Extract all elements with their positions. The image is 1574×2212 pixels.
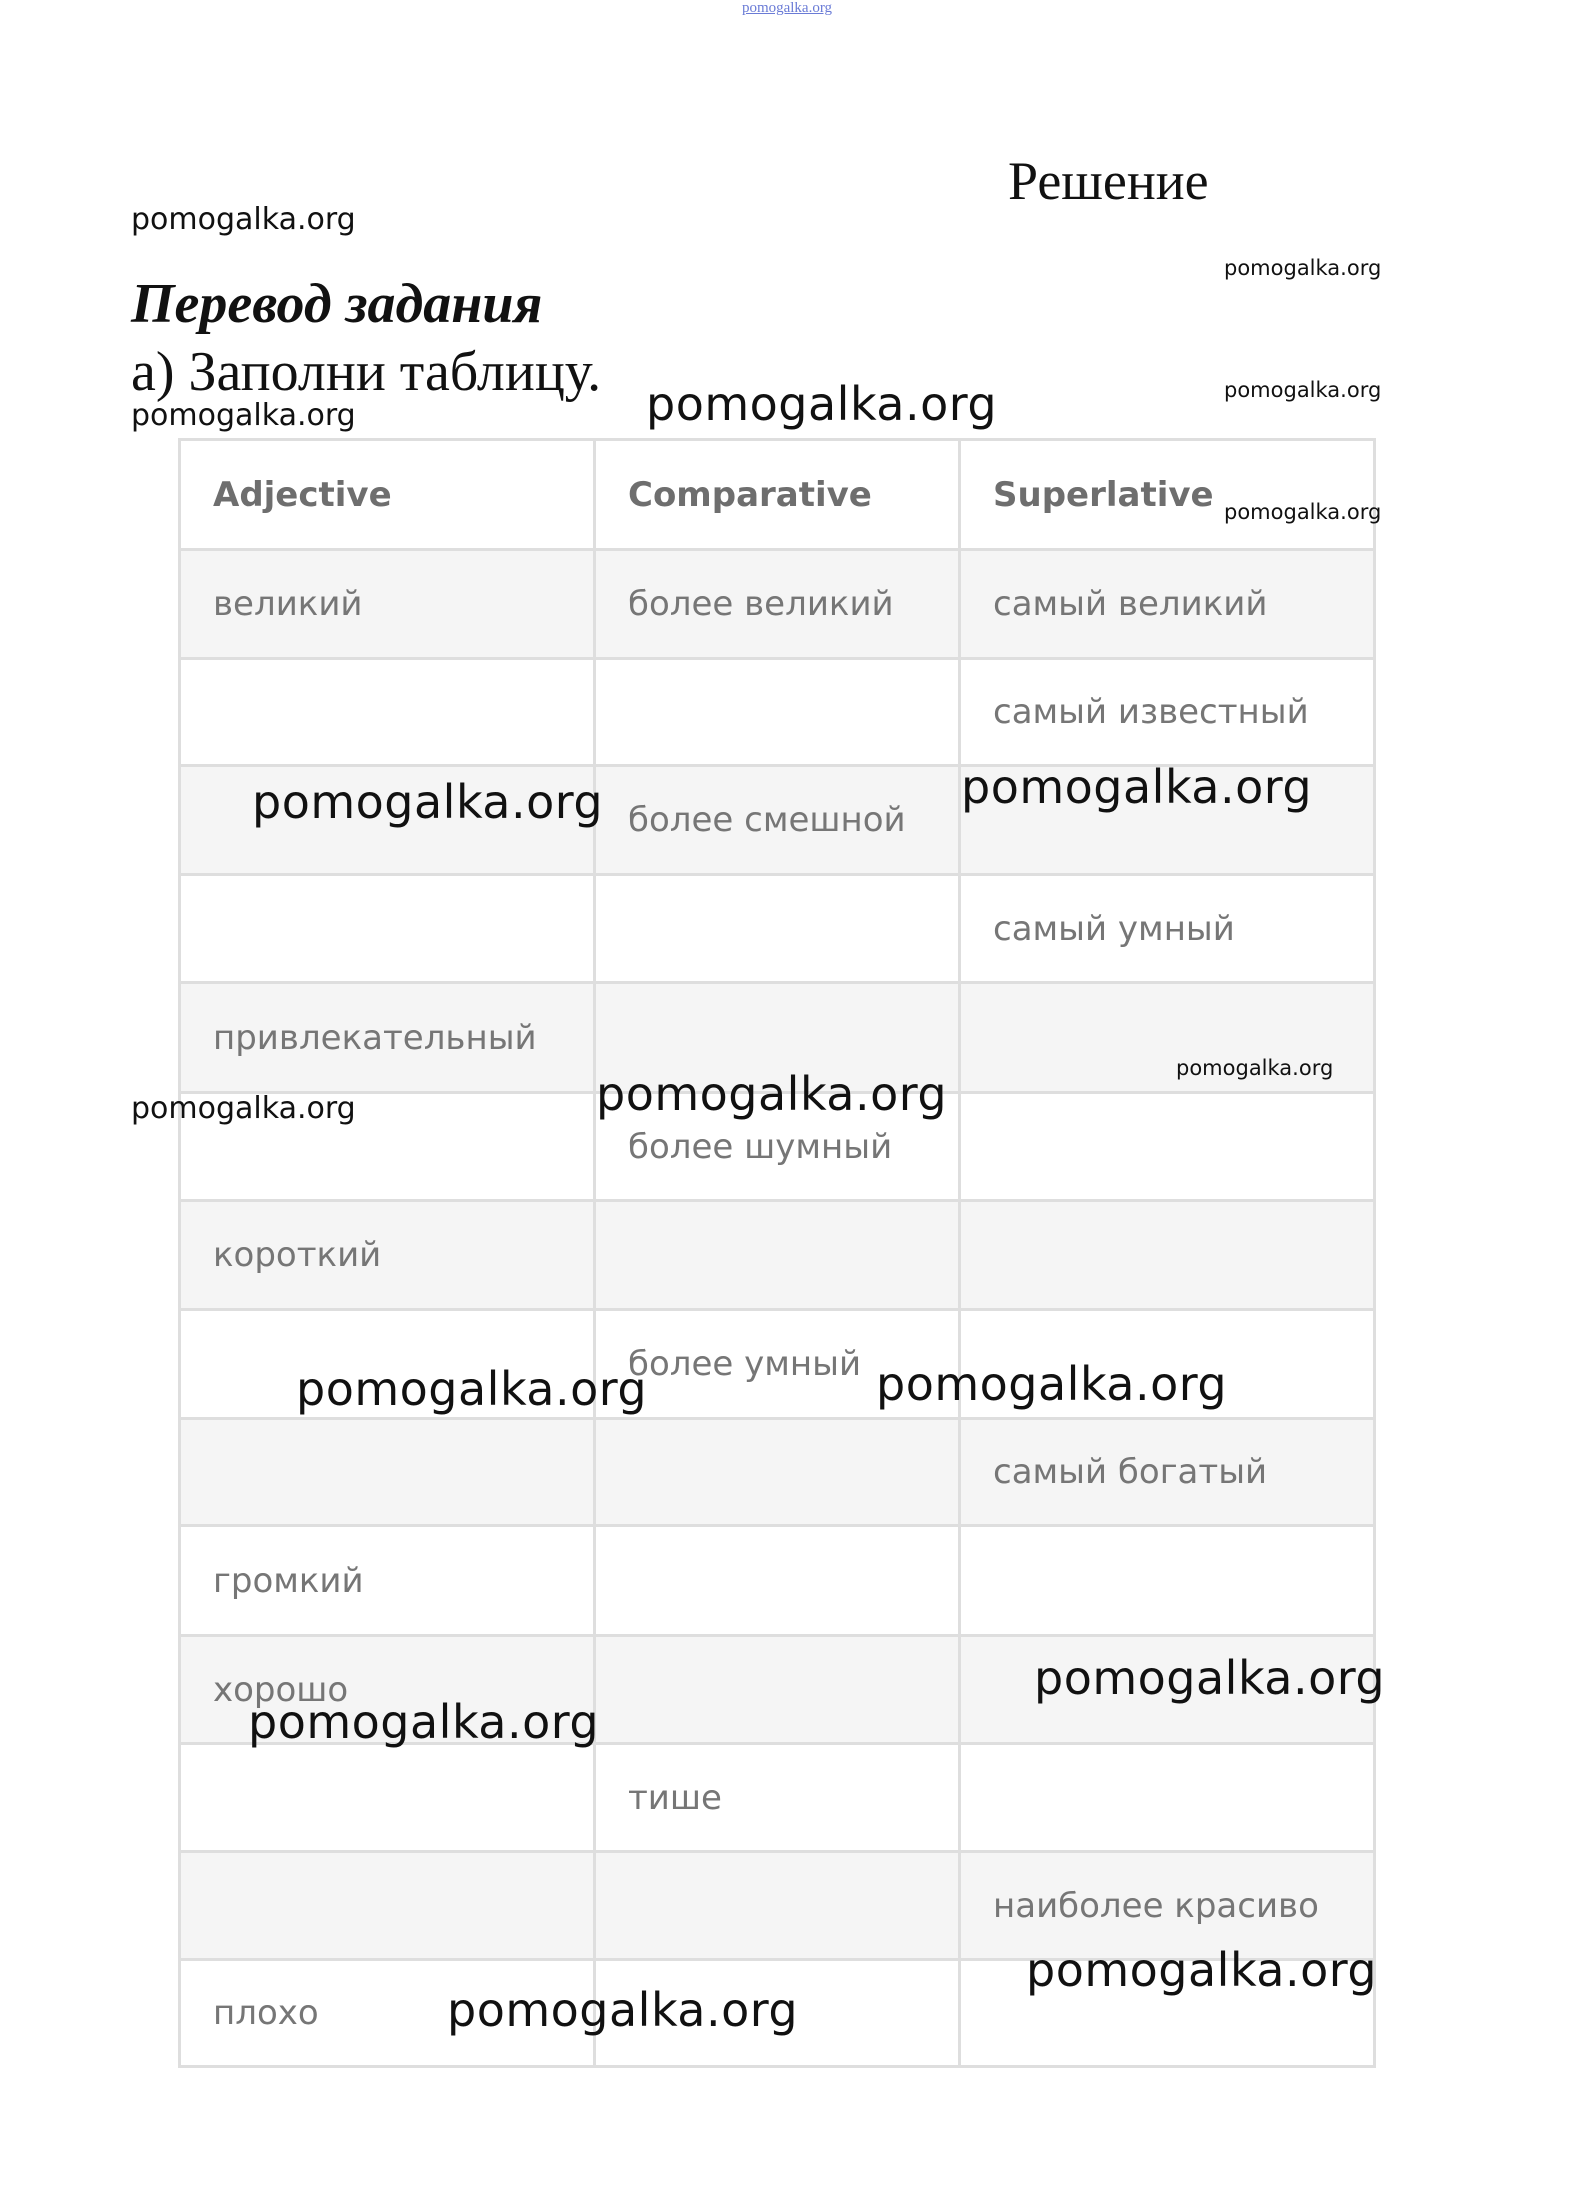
cell-superlative xyxy=(961,1637,1373,1742)
cell-adjective: громкий xyxy=(181,1527,596,1634)
cell-adjective: великий xyxy=(181,551,596,657)
cell-comparative: более великий xyxy=(596,551,961,657)
comparison-table xyxy=(178,438,1376,2068)
table-row xyxy=(181,876,1373,984)
table-row xyxy=(181,1420,1373,1527)
cell-superlative xyxy=(961,984,1373,1091)
cell-adjective: короткий xyxy=(181,1202,596,1308)
header-comparative: Comparative xyxy=(596,441,961,548)
site-link[interactable]: pomogalka.org xyxy=(741,0,833,16)
cell-superlative xyxy=(961,1202,1373,1308)
cell-adjective xyxy=(181,1853,596,1958)
watermark: pomogalka.org xyxy=(596,1067,948,1121)
watermark: pomogalka.org xyxy=(131,398,356,433)
solution-heading: Решение xyxy=(1008,151,1209,211)
cell-superlative: самый богатый xyxy=(993,1452,1268,1492)
table-row xyxy=(181,1527,1373,1637)
table-row xyxy=(181,1311,1373,1420)
cell-comparative xyxy=(596,1637,961,1742)
watermark: pomogalka.org xyxy=(1224,256,1382,280)
cell-superlative: самый великий xyxy=(993,584,1268,624)
cell-adjective: плохо xyxy=(181,1961,596,2065)
cell-comparative: более шумный xyxy=(596,1094,961,1199)
table-row xyxy=(181,767,1373,876)
watermark: pomogalka.org xyxy=(131,1091,356,1126)
cell-comparative xyxy=(596,984,961,1091)
header-adjective: Adjective xyxy=(181,441,596,548)
watermark: pomogalka.org xyxy=(646,377,998,431)
watermark: pomogalka.org xyxy=(961,760,1313,814)
cell-adjective: привлекательный xyxy=(181,984,596,1091)
table-row xyxy=(181,1853,1373,1961)
watermark: pomogalka.org xyxy=(1224,378,1382,402)
cell-superlative: самый умный xyxy=(993,908,1235,949)
watermark: pomogalka.org xyxy=(1224,500,1382,524)
watermark: pomogalka.org xyxy=(252,775,604,829)
cell-comparative: более смешной xyxy=(596,767,961,873)
cell-superlative xyxy=(961,1311,1373,1417)
watermark: pomogalka.org xyxy=(876,1357,1228,1411)
watermark: pomogalka.org xyxy=(447,1983,799,2037)
table-row xyxy=(181,1745,1373,1853)
task-title: Перевод задания xyxy=(131,273,543,335)
cell-comparative xyxy=(596,660,961,764)
cell-comparative xyxy=(596,1420,961,1524)
cell-superlative: наиболее красиво xyxy=(993,1885,1319,1926)
cell-adjective xyxy=(181,1745,596,1850)
table-row xyxy=(181,551,1373,660)
task-instruction: а) Заполни таблицу. xyxy=(131,341,602,403)
cell-adjective xyxy=(181,1420,596,1524)
watermark: pomogalka.org xyxy=(1176,1056,1334,1080)
table-row xyxy=(181,660,1373,767)
table-row xyxy=(181,1961,1373,2065)
cell-comparative xyxy=(596,1961,961,2065)
table-row xyxy=(181,1637,1373,1745)
cell-superlative: самый известный xyxy=(993,692,1309,732)
cell-superlative xyxy=(961,1094,1373,1199)
cell-comparative xyxy=(596,1202,961,1308)
watermark: pomogalka.org xyxy=(1034,1651,1386,1705)
cell-comparative xyxy=(596,876,961,981)
cell-adjective xyxy=(181,1094,596,1199)
watermark: pomogalka.org xyxy=(296,1362,648,1416)
header-superlative: Superlative xyxy=(993,474,1214,515)
cell-superlative xyxy=(961,767,1373,873)
watermark: pomogalka.org xyxy=(131,202,356,237)
table-row xyxy=(181,1094,1373,1202)
cell-comparative: более умный xyxy=(596,1311,961,1417)
cell-comparative xyxy=(596,1527,961,1634)
cell-comparative xyxy=(596,1853,961,1958)
cell-comparative: тише xyxy=(596,1745,961,1850)
cell-superlative xyxy=(961,1527,1373,1634)
cell-superlative xyxy=(961,1745,1373,1850)
cell-adjective xyxy=(181,660,596,764)
table-row xyxy=(181,984,1373,1094)
cell-adjective: хорошо xyxy=(181,1637,596,1742)
table-header-row xyxy=(181,441,1373,551)
watermark: pomogalka.org xyxy=(1026,1943,1378,1997)
cell-adjective xyxy=(181,876,596,981)
cell-superlative xyxy=(961,1961,1373,2065)
cell-adjective xyxy=(181,1311,596,1417)
table-row xyxy=(181,1202,1373,1311)
cell-adjective xyxy=(181,767,596,873)
watermark: pomogalka.org xyxy=(248,1695,600,1749)
